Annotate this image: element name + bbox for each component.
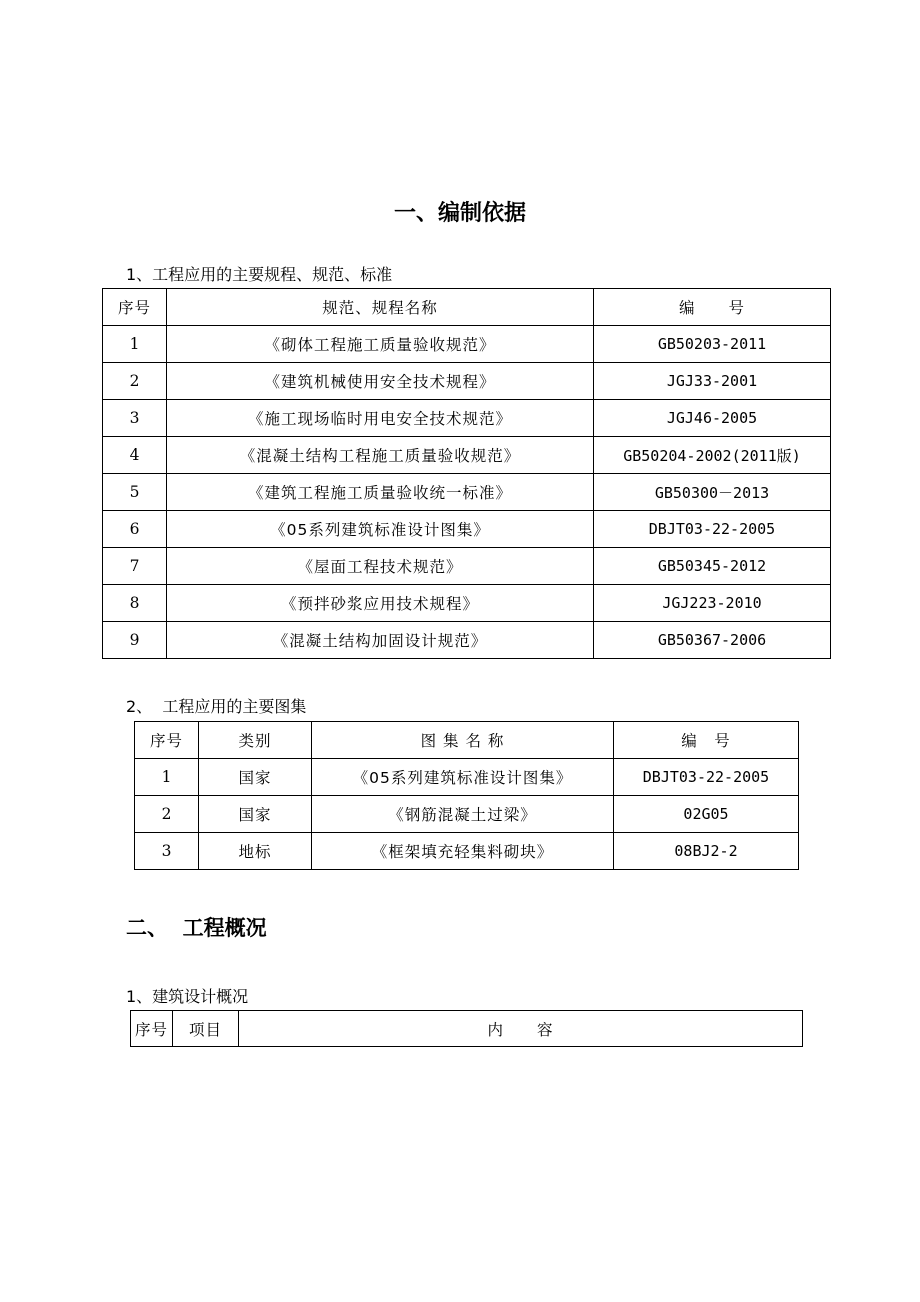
header-cell: 编 号: [614, 722, 799, 759]
row-number: 1: [135, 759, 199, 796]
row-number: 5: [103, 474, 167, 511]
table-row: [103, 437, 831, 474]
row-number: 3: [103, 400, 167, 437]
standard-name: 《建筑机械使用安全技术规程》: [167, 363, 594, 400]
row-number: 2: [103, 363, 167, 400]
standard-name: 《预拌砂浆应用技术规程》: [167, 585, 594, 622]
standard-name: 《屋面工程技术规范》: [167, 548, 594, 585]
row-number: 1: [103, 326, 167, 363]
atlas-code: 08BJ2-2: [614, 833, 799, 870]
subheading-building-design: 1、建筑设计概况: [126, 987, 249, 1006]
standard-code: JGJ33-2001: [594, 363, 831, 400]
table-row: [103, 622, 831, 659]
header-cell: 内 容: [239, 1011, 803, 1047]
row-number: 9: [103, 622, 167, 659]
row-number: 3: [135, 833, 199, 870]
building-design-table: [130, 1010, 803, 1047]
header-cell: 规范、规程名称: [167, 289, 594, 326]
subheading-standards: 1、工程应用的主要规程、规范、标准: [126, 265, 393, 284]
table-row: [103, 585, 831, 622]
atlas-code: DBJT03-22-2005: [614, 759, 799, 796]
standard-code: GB50203-2011: [594, 326, 831, 363]
header-cell: 序号: [131, 1011, 173, 1047]
atlas-name: 《05系列建筑标准设计图集》: [312, 759, 614, 796]
standard-code: JGJ223-2010: [594, 585, 831, 622]
category: 地标: [199, 833, 312, 870]
standard-code: GB50300－2013: [594, 474, 831, 511]
header-cell: 项目: [173, 1011, 239, 1047]
header-cell: 图 集 名 称: [312, 722, 614, 759]
atlas-code: 02G05: [614, 796, 799, 833]
table-row: [135, 833, 799, 870]
atlas-table: [134, 721, 799, 870]
atlas-name: 《框架填充轻集料砌块》: [312, 833, 614, 870]
standards-table: [102, 288, 831, 659]
header-cell: 序号: [103, 289, 167, 326]
row-number: 6: [103, 511, 167, 548]
table-row: [103, 474, 831, 511]
category: 国家: [199, 759, 312, 796]
standard-name: 《建筑工程施工质量验收统一标准》: [167, 474, 594, 511]
table-header-row: [131, 1011, 803, 1047]
standard-name: 《混凝土结构加固设计规范》: [167, 622, 594, 659]
header-cell: 编 号: [594, 289, 831, 326]
header-cell: 类别: [199, 722, 312, 759]
table-row: [103, 511, 831, 548]
standard-code: GB50367-2006: [594, 622, 831, 659]
table-header-row: [103, 289, 831, 326]
standard-name: 《混凝土结构工程施工质量验收规范》: [167, 437, 594, 474]
section-title-basis: 一、编制依据: [393, 201, 526, 226]
row-number: 4: [103, 437, 167, 474]
table-row: [135, 759, 799, 796]
table-header-row: [135, 722, 799, 759]
atlas-name: 《钢筋混凝土过梁》: [312, 796, 614, 833]
standard-code: GB50204-2002(2011版): [594, 437, 831, 474]
table-row: [103, 363, 831, 400]
section-title-overview: 二、 工程概况: [126, 916, 267, 940]
subheading-atlases: 2、 工程应用的主要图集: [126, 697, 307, 716]
table-row: [135, 796, 799, 833]
row-number: 7: [103, 548, 167, 585]
standard-name: 《05系列建筑标准设计图集》: [167, 511, 594, 548]
table-row: [103, 548, 831, 585]
category: 国家: [199, 796, 312, 833]
table-row: [103, 400, 831, 437]
table-row: [103, 326, 831, 363]
header-cell: 序号: [135, 722, 199, 759]
row-number: 2: [135, 796, 199, 833]
row-number: 8: [103, 585, 167, 622]
standard-code: GB50345-2012: [594, 548, 831, 585]
standard-code: DBJT03-22-2005: [594, 511, 831, 548]
standard-name: 《施工现场临时用电安全技术规范》: [167, 400, 594, 437]
standard-code: JGJ46-2005: [594, 400, 831, 437]
standard-name: 《砌体工程施工质量验收规范》: [167, 326, 594, 363]
